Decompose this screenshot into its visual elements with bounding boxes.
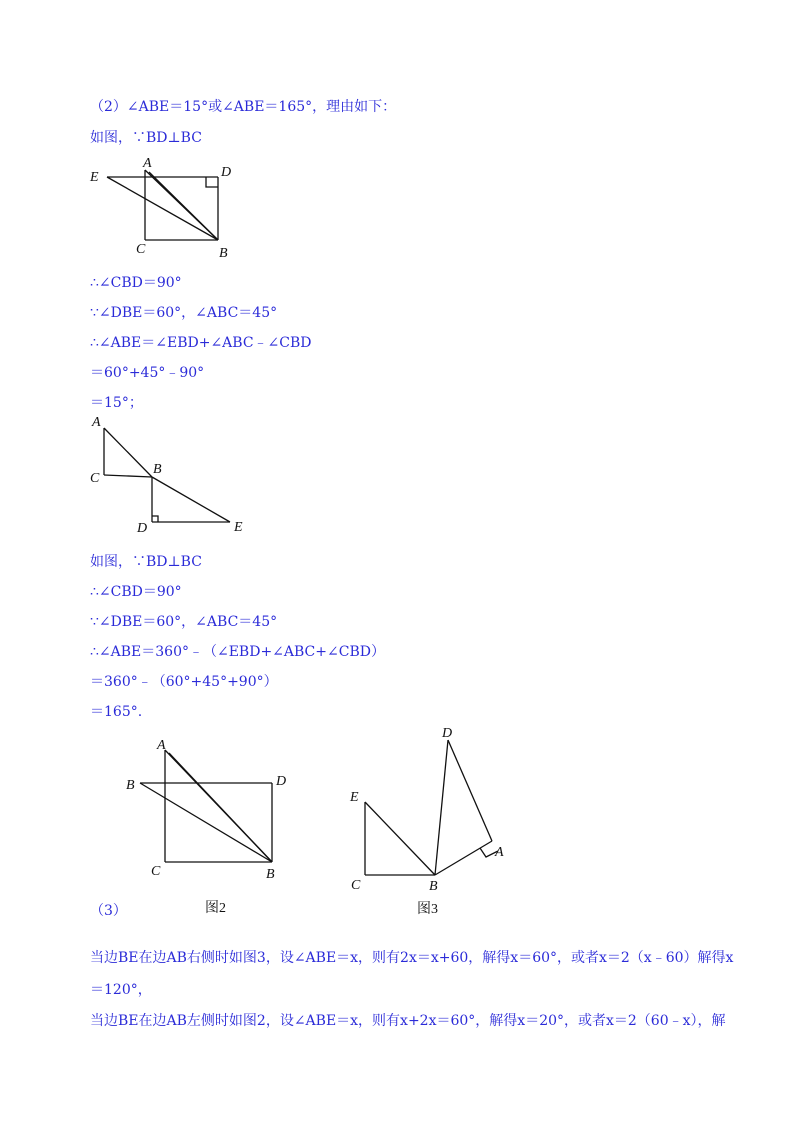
label-B: B <box>266 867 275 882</box>
line-case-right-result: ＝120°， <box>90 982 152 998</box>
label-B: B <box>429 879 438 894</box>
label-D: D <box>276 774 287 789</box>
label-A: A <box>157 738 166 753</box>
line-case-right: 当边BE在边AB右侧时如图3，设∠ABE＝x，则有2x＝x+60，解得x＝60°，或者x＝2（x﹣60）解得x <box>90 950 734 966</box>
label-D: D <box>221 165 232 180</box>
line-abe-formula-b: ∴∠ABE＝360°﹣（∠EBD+∠ABC+∠CBD） <box>90 644 385 660</box>
line-given-2: 如图，∵BD⊥BC <box>90 554 202 570</box>
line-abe-formula-a: ∴∠ABE＝∠EBD+∠ABC﹣∠CBD <box>90 335 312 351</box>
label-E: D <box>442 726 453 741</box>
label-E: E <box>234 520 243 535</box>
figure-tu2 <box>115 730 305 920</box>
line-abe-calc-b: ＝360°﹣（60°+45°+90°） <box>90 674 278 690</box>
figure-1 <box>80 150 260 270</box>
line-dbe-abc-a: ∵∠DBE＝60°，∠ABC＝45° <box>90 305 278 321</box>
label-A: E <box>350 790 359 805</box>
line-cbd-90-a: ∴∠CBD＝90° <box>90 275 182 291</box>
label-E: E <box>90 170 99 185</box>
label-B: B <box>153 462 162 477</box>
label-D: D <box>137 521 148 536</box>
label-A: A <box>143 156 152 171</box>
line-abe-result-a: ＝15°； <box>90 395 143 411</box>
line-given-1: 如图，∵BD⊥BC <box>90 130 202 146</box>
figure-caption: 图3 <box>417 902 438 917</box>
label-C: C <box>90 471 100 486</box>
line-dbe-abc-b: ∵∠DBE＝60°，∠ABC＝45° <box>90 614 278 630</box>
line-abe-result-b: ＝165°. <box>90 704 143 720</box>
label-D: A <box>495 845 504 860</box>
line-case-left: 当边BE在边AB左侧时如图2，设∠ABE＝x，则有x+2x＝60°，解得x＝20°，或者x＝2（60﹣x），解 <box>90 1013 726 1029</box>
label-C: C <box>136 242 146 257</box>
figure-tu3 <box>335 720 525 920</box>
label-C: C <box>151 864 161 879</box>
figure-2 <box>80 410 260 540</box>
label-E: B <box>126 778 135 793</box>
line-cbd-90-b: ∴∠CBD＝90° <box>90 584 182 600</box>
label-B: B <box>219 246 228 261</box>
line-abe-calc-a: ＝60°+45°﹣90° <box>90 365 205 381</box>
label-A: A <box>92 415 101 430</box>
label-C: C <box>351 878 361 893</box>
line-part2-heading: （2）∠ABE＝15°或∠ABE＝165°，理由如下： <box>90 99 397 115</box>
line-part3-heading: （3） <box>90 903 127 919</box>
figure-caption: 图2 <box>205 901 226 916</box>
